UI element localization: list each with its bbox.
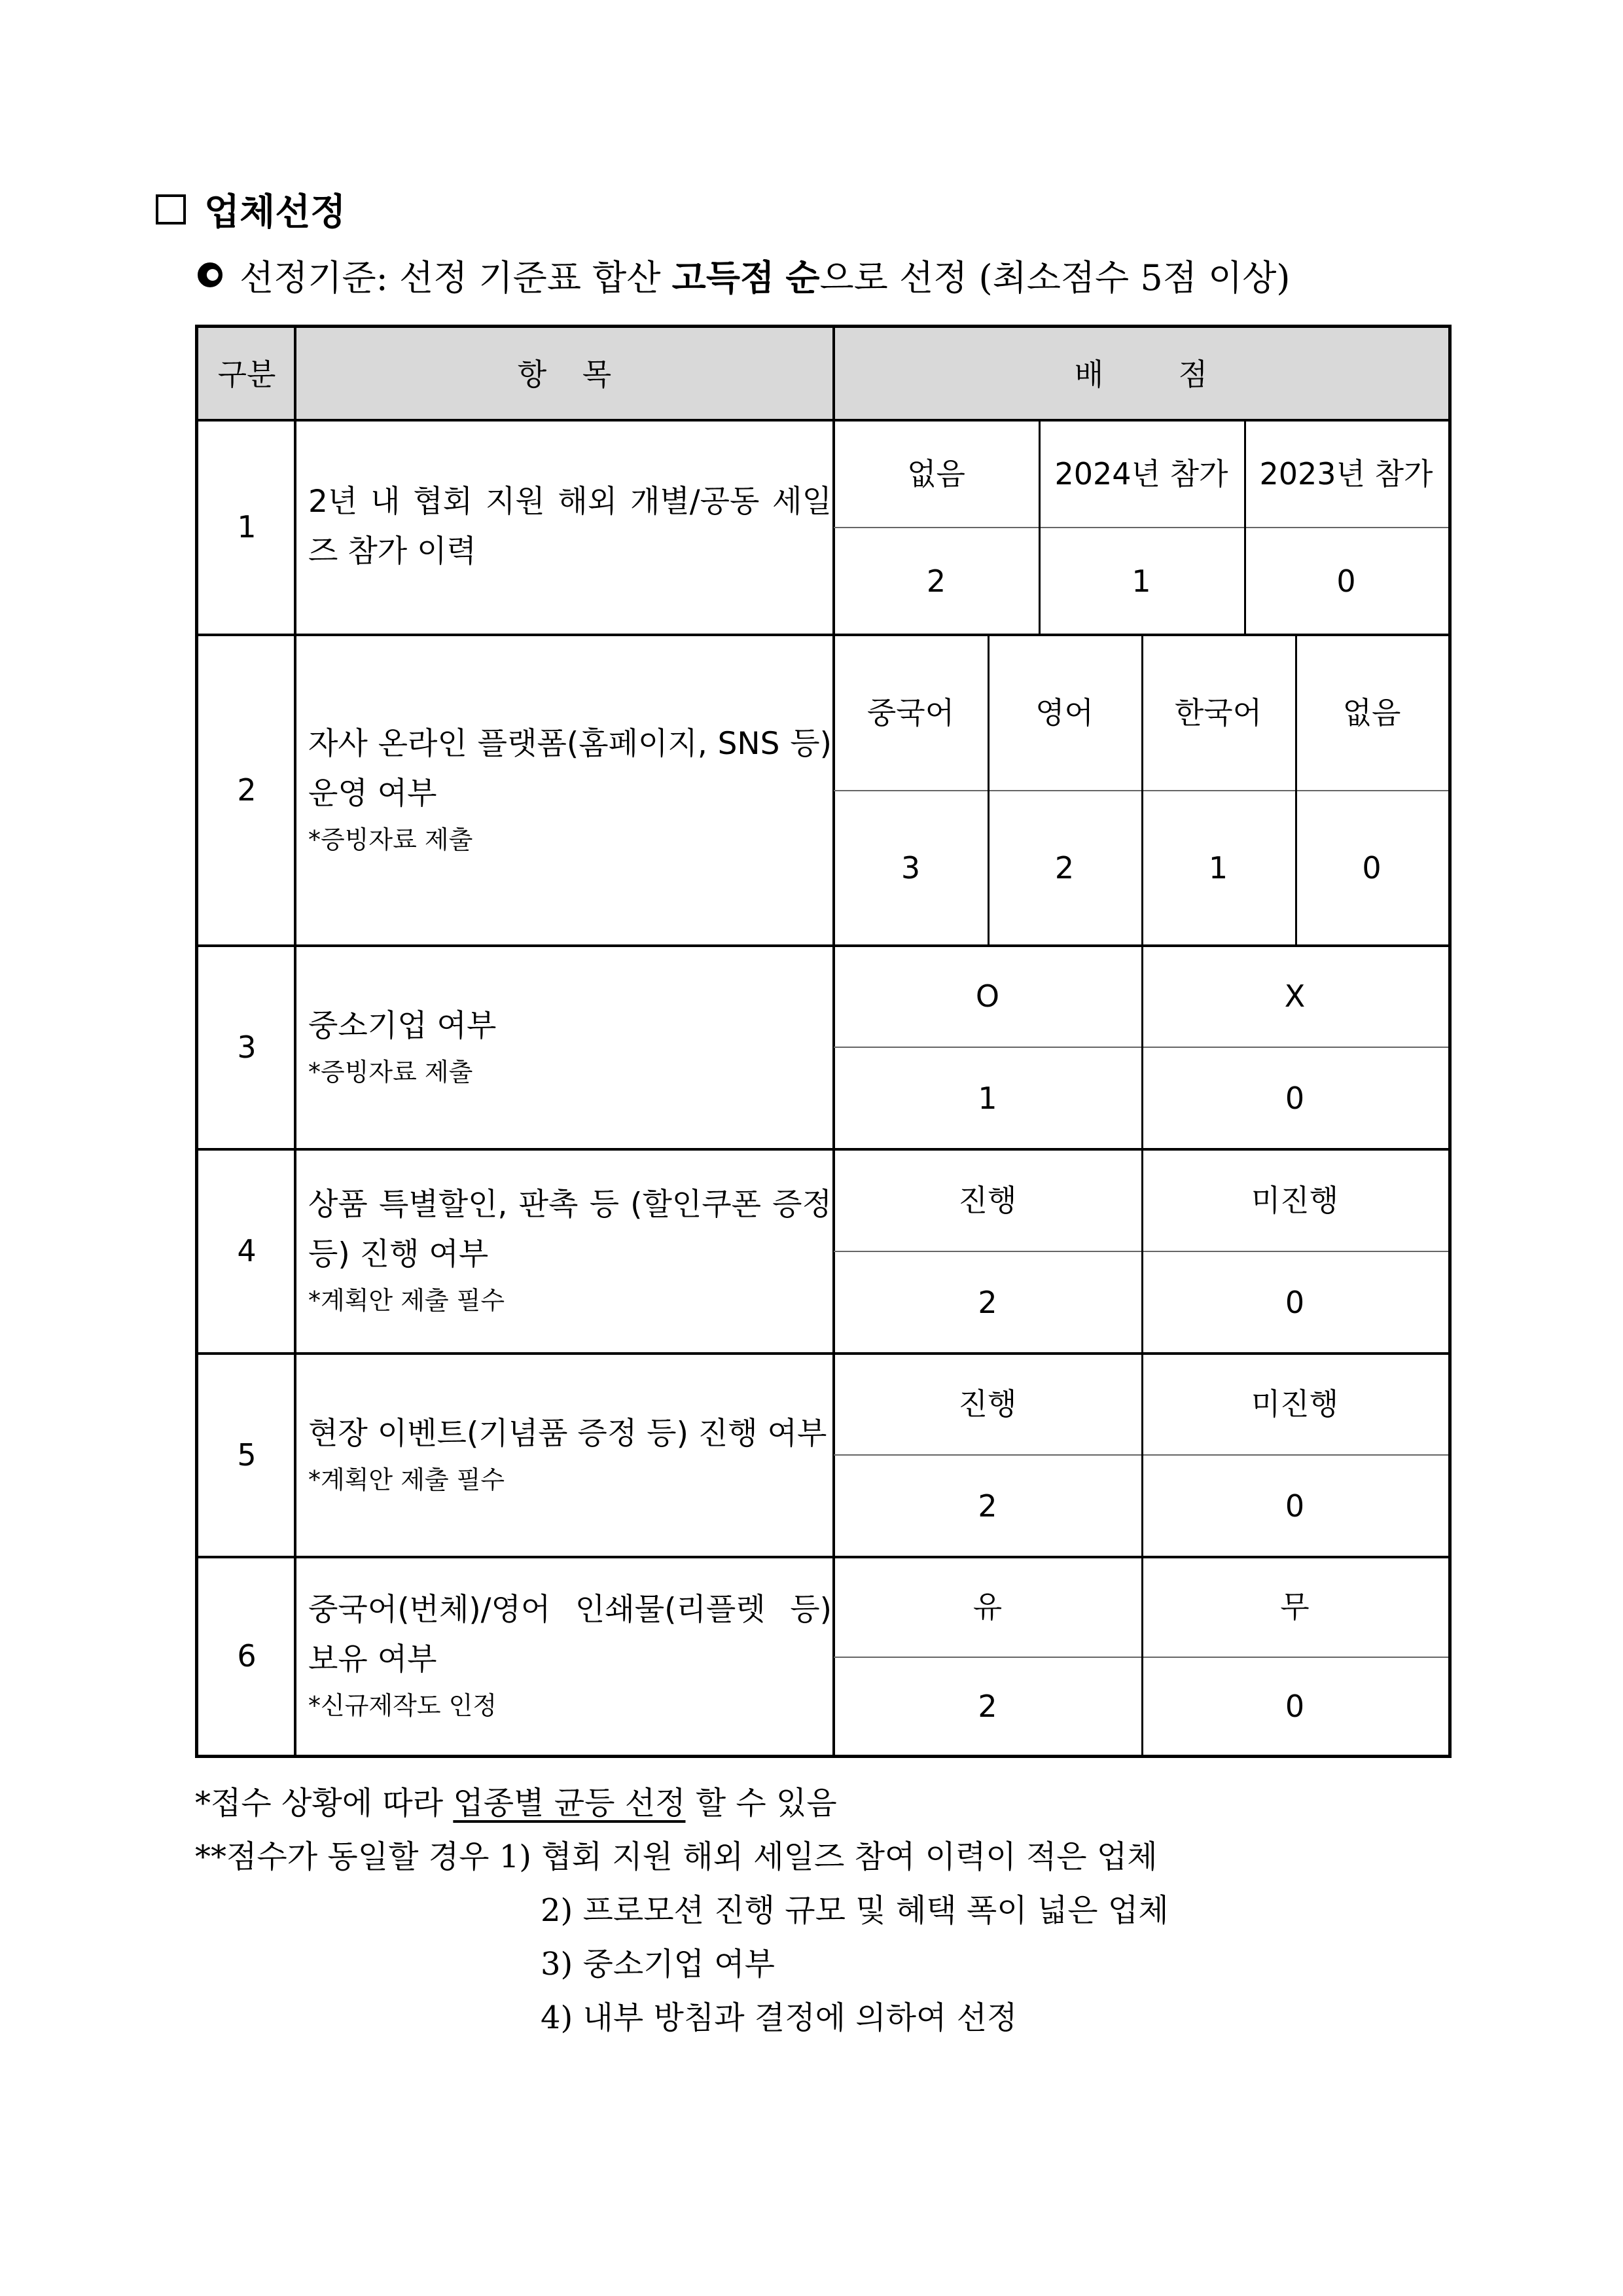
score-option: 한국어 bbox=[1174, 694, 1262, 730]
score-option: 유 bbox=[972, 1589, 1003, 1624]
row-item-text: 2년 내 협회 지원 해외 개별/공동 세일즈 참가 이력 bbox=[308, 484, 832, 569]
score-value: 0 bbox=[1285, 1080, 1305, 1116]
tiebreaker-2: 2) 프로모션 진행 규모 및 혜택 폭이 넓은 업체 bbox=[541, 1892, 1169, 1929]
score-value: 2 bbox=[978, 1284, 997, 1320]
selection-criteria bbox=[198, 249, 1290, 301]
score-value: 2 bbox=[978, 1488, 997, 1524]
score-option: 중국어 bbox=[866, 694, 955, 730]
row-number: 1 bbox=[237, 509, 257, 545]
header-score: 배 점 bbox=[1074, 356, 1208, 392]
criteria-prefix: 선정기준: 선정 기준표 합산 bbox=[240, 257, 672, 298]
score-option: 무 bbox=[1280, 1589, 1310, 1624]
score-option: 없음 bbox=[1342, 694, 1401, 730]
score-option: 영어 bbox=[1035, 694, 1094, 730]
criteria-bold-order: 순 bbox=[785, 256, 820, 298]
selection-table bbox=[195, 325, 1452, 1758]
footnote-1-underlined: 업종별 균등 선정 bbox=[453, 1785, 686, 1821]
row-number: 5 bbox=[237, 1437, 257, 1473]
row-item-text: 중국어(번체)/영어 인쇄물(리플렛 등) 보유 여부 bbox=[308, 1592, 832, 1677]
score-value: 1 bbox=[978, 1080, 997, 1116]
row-item-note: *증빙자료 제출 bbox=[308, 825, 473, 854]
tiebreaker-line bbox=[195, 1937, 1169, 1991]
score-option: 없음 bbox=[907, 456, 965, 492]
row-item bbox=[308, 1557, 832, 1755]
tiebreaker-line bbox=[195, 1991, 1169, 2045]
score-value: 0 bbox=[1336, 563, 1356, 599]
score-value: 1 bbox=[1208, 850, 1228, 886]
tiebreaker-4: 4) 내부 방침과 결정에 의하여 선정 bbox=[541, 2000, 1018, 2036]
tiebreaker-1: 1) 협회 지원 해외 세일즈 참여 이력이 적은 업체 bbox=[499, 1839, 1158, 1875]
score-option: 미진행 bbox=[1251, 1386, 1339, 1422]
row-number: 3 bbox=[237, 1029, 257, 1065]
row-item-note: *계획안 제출 필수 bbox=[308, 1286, 505, 1315]
footnote-line-2 bbox=[195, 1830, 1169, 1884]
score-value: 2 bbox=[978, 1689, 997, 1724]
score-value: 0 bbox=[1285, 1689, 1305, 1724]
score-option: O bbox=[975, 978, 1000, 1014]
footnote-line-1 bbox=[195, 1776, 1169, 1830]
footnote-2-prefix: **점수가 동일할 경우 bbox=[195, 1839, 499, 1875]
row-item-note: *증빙자료 제출 bbox=[308, 1057, 473, 1086]
row-item-text: 현장 이벤트(기념품 증정 등) 진행 여부 bbox=[308, 1415, 827, 1452]
score-value: 2 bbox=[926, 563, 946, 599]
row-item-note: *계획안 제출 필수 bbox=[308, 1465, 505, 1494]
criteria-space bbox=[774, 255, 785, 296]
row-number: 6 bbox=[237, 1638, 257, 1674]
row-item-note: *신규제작도 인정 bbox=[308, 1691, 497, 1720]
score-option: 진행 bbox=[958, 1386, 1017, 1422]
row-number: 4 bbox=[237, 1233, 257, 1268]
checkbox-icon bbox=[156, 194, 186, 224]
row-item bbox=[308, 1354, 832, 1556]
score-option: X bbox=[1284, 978, 1306, 1014]
score-option: 2024년 참가 bbox=[1054, 456, 1228, 492]
score-value: 3 bbox=[901, 850, 921, 886]
row-item-text: 자사 온라인 플랫폼(홈페이지, SNS 등) 운영 여부 bbox=[308, 725, 832, 812]
footnote-1-suffix: 할 수 있음 bbox=[685, 1785, 837, 1821]
header-category: 구분 bbox=[217, 356, 276, 392]
section-title: 업체선정 bbox=[204, 190, 346, 234]
score-value: 1 bbox=[1132, 563, 1151, 599]
row-item-text: 상품 특별할인, 판촉 등 (할인쿠폰 증정 등) 진행 여부 bbox=[308, 1187, 832, 1272]
footnotes bbox=[195, 1776, 1169, 2045]
tiebreaker-line bbox=[195, 1884, 1169, 1937]
header-item: 항 목 bbox=[517, 356, 612, 392]
score-value: 0 bbox=[1362, 850, 1382, 886]
tiebreaker-3: 3) 중소기업 여부 bbox=[541, 1946, 775, 1982]
row-item bbox=[308, 635, 832, 944]
section-heading bbox=[156, 185, 346, 234]
footnote-1-prefix: *접수 상황에 따라 bbox=[195, 1785, 454, 1821]
row-item-text: 중소기업 여부 bbox=[308, 1007, 497, 1044]
row-item bbox=[308, 420, 832, 634]
row-number: 2 bbox=[237, 772, 257, 808]
score-option: 진행 bbox=[958, 1182, 1017, 1218]
criteria-suffix: 으로 선정 (최소점수 5점 이상) bbox=[819, 257, 1291, 298]
row-item bbox=[308, 1149, 832, 1352]
score-value: 2 bbox=[1054, 850, 1075, 886]
circle-bullet-icon bbox=[198, 262, 223, 287]
criteria-bold-high-score: 고득점 bbox=[671, 256, 775, 298]
score-option: 미진행 bbox=[1251, 1182, 1339, 1218]
score-value: 0 bbox=[1285, 1488, 1305, 1524]
score-option: 2023년 참가 bbox=[1259, 456, 1433, 492]
row-item bbox=[308, 946, 832, 1148]
score-value: 0 bbox=[1285, 1284, 1305, 1320]
